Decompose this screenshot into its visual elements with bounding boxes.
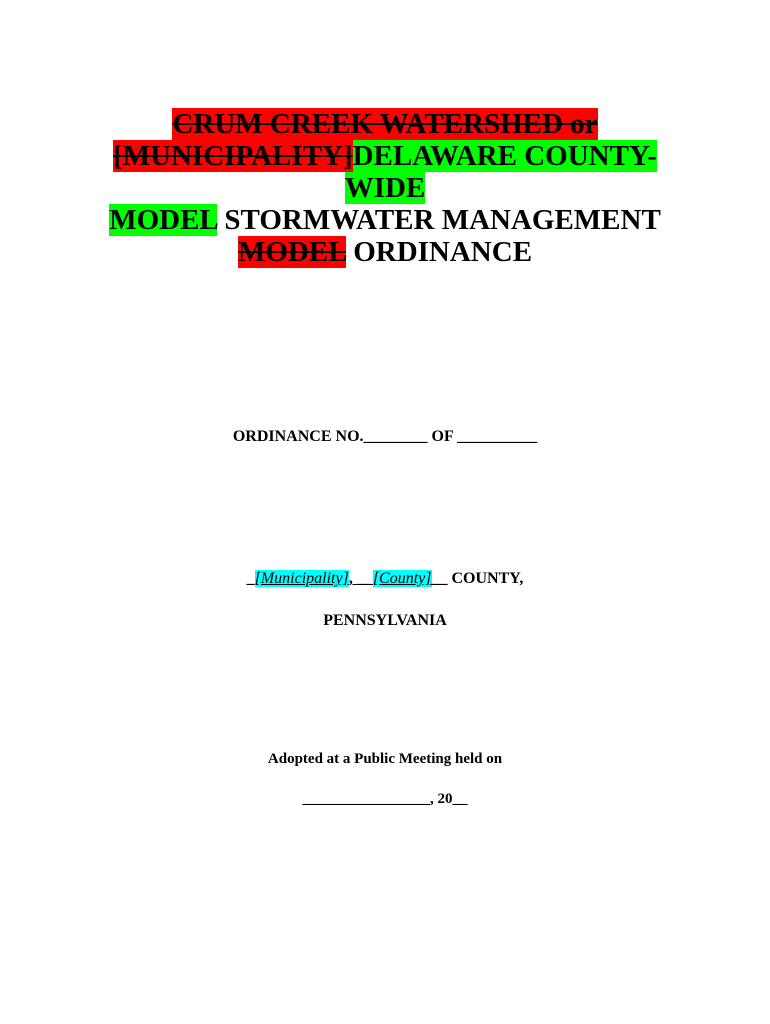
title-deleted-model: MODEL — [237, 236, 346, 268]
adoption-year: , 20__ — [430, 791, 468, 807]
county-placeholder: [County] — [372, 570, 432, 587]
title-inserted-model: MODEL — [109, 204, 218, 236]
title-line-4 — [0, 204, 770, 236]
title-deleted-watershed: CRUM CREEK WATERSHED or — [172, 108, 598, 140]
title-line-5 — [0, 236, 770, 268]
municipality-pre-blank: _ — [246, 570, 255, 587]
county-post-blank: __ — [431, 570, 448, 587]
title-stormwater-management: STORMWATER MANAGEMENT — [217, 204, 661, 236]
title-inserted-county: DELAWARE COUNTY- — [352, 140, 657, 172]
county-word: COUNTY, — [447, 570, 524, 587]
title-ordinance: ORDINANCE — [345, 236, 533, 268]
title-line-1 — [0, 108, 770, 140]
county-pre-blank: __ — [356, 570, 373, 587]
municipality-separator: , — [348, 570, 357, 587]
adoption-date-blank: _________________ — [302, 791, 430, 807]
municipality-county-line — [0, 570, 770, 588]
title-line-3 — [0, 172, 770, 204]
document-title — [0, 108, 770, 268]
title-inserted-wide: WIDE — [344, 172, 426, 204]
adopted-statement: Adopted at a Public Meeting held on — [267, 751, 503, 767]
ordinance-of-blank: __________ — [457, 428, 538, 445]
ordinance-of-label: OF — [427, 428, 458, 445]
title-deleted-municipality: [MUNICIPALITY] — [113, 140, 353, 172]
ordinance-number-blank: ________ — [363, 428, 428, 445]
title-line-2 — [0, 140, 770, 172]
state-name: PENNSYLVANIA — [323, 612, 447, 629]
ordinance-number-line — [0, 428, 770, 446]
municipality-placeholder: [Municipality] — [254, 570, 349, 587]
ordinance-label: ORDINANCE NO. — [232, 428, 364, 445]
adoption-date-line — [0, 791, 770, 808]
